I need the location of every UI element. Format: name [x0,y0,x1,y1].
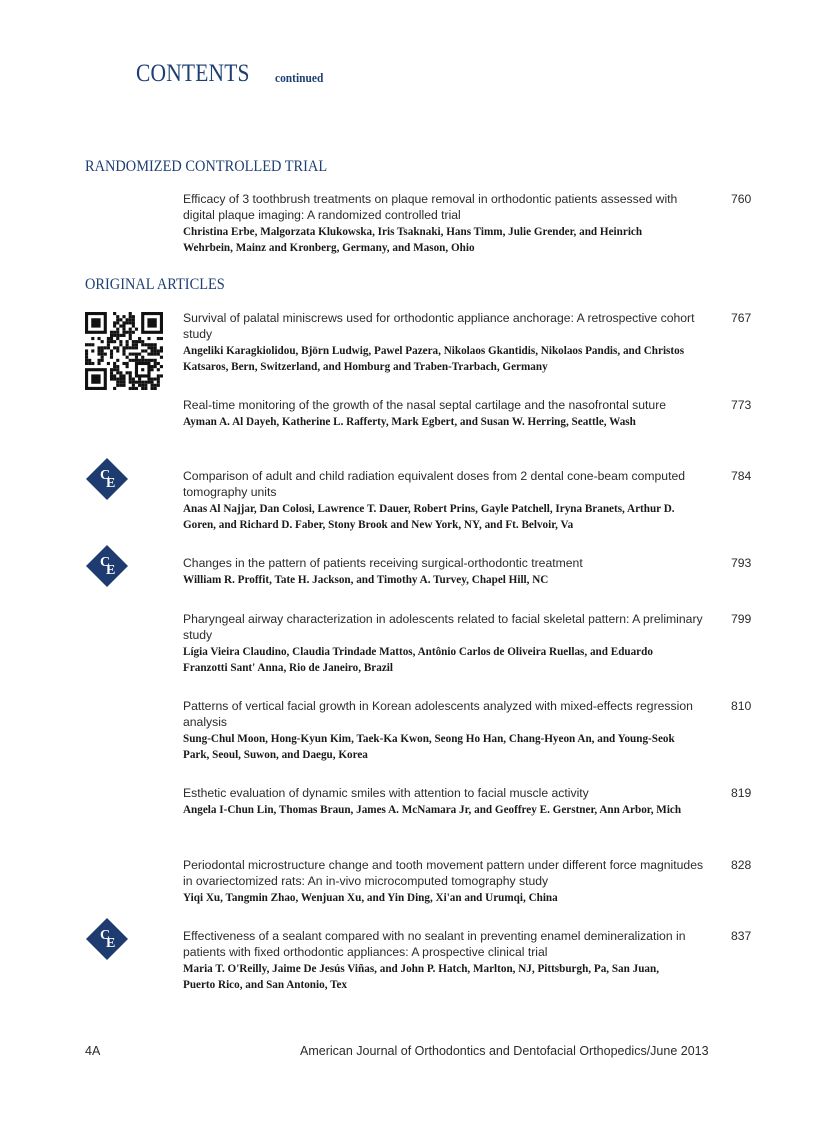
ce-badge-letter-c: C [100,928,111,943]
article-authors: Yiqi Xu, Tangmin Zhao, Wenjuan Xu, and Yin Ding, Xi'an and Urumqi, China [183,890,558,904]
article-page-number: 767 [731,311,752,325]
footer-journal: American Journal of Orthodontics and Dentofacial Orthopedics/June 2013 [300,1044,709,1058]
article-authors: Angeliki Karagkiolidou, Björn Ludwig, Pawel Pazera, Nikolaos Gkantidis, Nikolaos Pandis, and Christos Katsaros, Bern, Switzerland, and Homburg and Traben-Trarbach, Germany [183,343,685,373]
article-title[interactable]: Changes in the pattern of patients receiving surgical-orthodontic treatment [183,556,583,570]
article-entry[interactable] [183,928,723,992]
article-authors: Christina Erbe, Malgorzata Klukowska, Iris Tsaknaki, Hans Timm, Julie Grender, and Heinrich Wehrbein, Mainz and Kronberg, Germany, and Mason, Ohio [183,224,643,254]
article-authors: Lígia Vieira Claudino, Claudia Trindade Mattos, Antônio Carlos de Oliveira Ruellas, and Eduardo Franzotti Sant' Anna, Rio de Janeiro, Brazil [183,644,653,674]
article-page-number: 819 [731,786,752,800]
page-title: CONTENTS [136,60,250,87]
section-heading-original: ORIGINAL ARTICLES [85,276,225,293]
article-title[interactable]: Efficacy of 3 toothbrush treatments on plaque removal in orthodontic patients assessed with digital plaque imaging: A randomized controlled trial [183,192,678,222]
article-title[interactable]: Real-time monitoring of the growth of the nasal septal cartilage and the nasofrontal suture [183,398,667,412]
article-entry[interactable] [183,310,723,374]
article-title[interactable]: Survival of palatal miniscrews used for orthodontic appliance anchorage: A retrospective cohort study [183,311,695,341]
ce-badge-letter-c: C [100,555,111,570]
article-page-number: 799 [731,612,752,626]
article-entry[interactable] [183,191,723,255]
ce-badge-icon [85,457,129,501]
qr-code-icon [84,312,164,390]
article-page-number: 837 [731,929,752,943]
article-title[interactable]: Effectiveness of a sealant compared with no sealant in preventing enamel demineralization in patients with fixed orthodontic appliances: A prospective clinical trial [183,929,686,959]
ce-badge-letter-c: C [100,468,111,483]
ce-badge-icon [85,544,129,588]
article-title[interactable]: Patterns of vertical facial growth in Korean adolescents analyzed with mixed-effects regression analysis [183,699,693,729]
article-page-number: 828 [731,858,752,872]
article-authors: William R. Proffit, Tate H. Jackson, and Timothy A. Turvey, Chapel Hill, NC [183,572,549,586]
article-title[interactable]: Pharyngeal airway characterization in adolescents related to facial skeletal pattern: A preliminary study [183,612,703,642]
article-page-number: 793 [731,556,752,570]
article-title[interactable]: Comparison of adult and child radiation equivalent doses from 2 dental cone-beam computed tomography units [183,469,686,499]
article-title[interactable]: Periodontal microstructure change and tooth movement pattern under different force magnitudes in ovariectomized rats: An in-vivo microcomputed tomography study [183,858,704,888]
ce-badge-icon [85,917,129,961]
article-authors: Angela I-Chun Lin, Thomas Braun, James A. McNamara Jr, and Geoffrey E. Gerstner, Ann Arbor, Mich [183,802,682,816]
article-page-number: 760 [731,192,752,206]
article-authors: Anas Al Najjar, Dan Colosi, Lawrence T. Dauer, Robert Prins, Gayle Patchell, Iryna Branets, Arthur D. Goren, and Richard D. Faber, Stony Brook and New York, NY, and Ft. Belvoir, Va [183,501,675,531]
article-entry[interactable] [183,468,723,532]
section-heading-rct: RANDOMIZED CONTROLLED TRIAL [85,158,328,175]
article-entry[interactable] [183,785,723,817]
article-page-number: 784 [731,469,752,483]
article-entry[interactable] [183,611,723,675]
article-authors: Maria T. O'Reilly, Jaime De Jesús Viñas, and John P. Hatch, Marlton, NJ, Pittsburgh, Pa, San Juan, Puerto Rico, and San Antonio, Tex [183,961,660,991]
ce-badge-letter-e: E [106,476,116,491]
article-authors: Sung-Chul Moon, Hong-Kyun Kim, Taek-Ka Kwon, Seong Ho Han, Chang-Hyeon An, and Young-Seok Park, Seoul, Suwon, and Daegu, Korea [183,731,675,761]
page-subtitle: continued [275,70,324,85]
article-page-number: 773 [731,398,752,412]
footer-page-label: 4A [85,1044,101,1058]
article-authors: Ayman A. Al Dayeh, Katherine L. Rafferty, Mark Egbert, and Susan W. Herring, Seattle, Wash [183,414,636,428]
article-entry[interactable] [183,857,723,905]
article-entry[interactable] [183,555,723,587]
article-entry[interactable] [183,698,723,762]
article-page-number: 810 [731,699,752,713]
ce-badge-letter-e: E [106,936,116,951]
article-entry[interactable] [183,397,723,429]
ce-badge-letter-e: E [106,563,116,578]
article-title[interactable]: Esthetic evaluation of dynamic smiles with attention to facial muscle activity [183,786,589,800]
